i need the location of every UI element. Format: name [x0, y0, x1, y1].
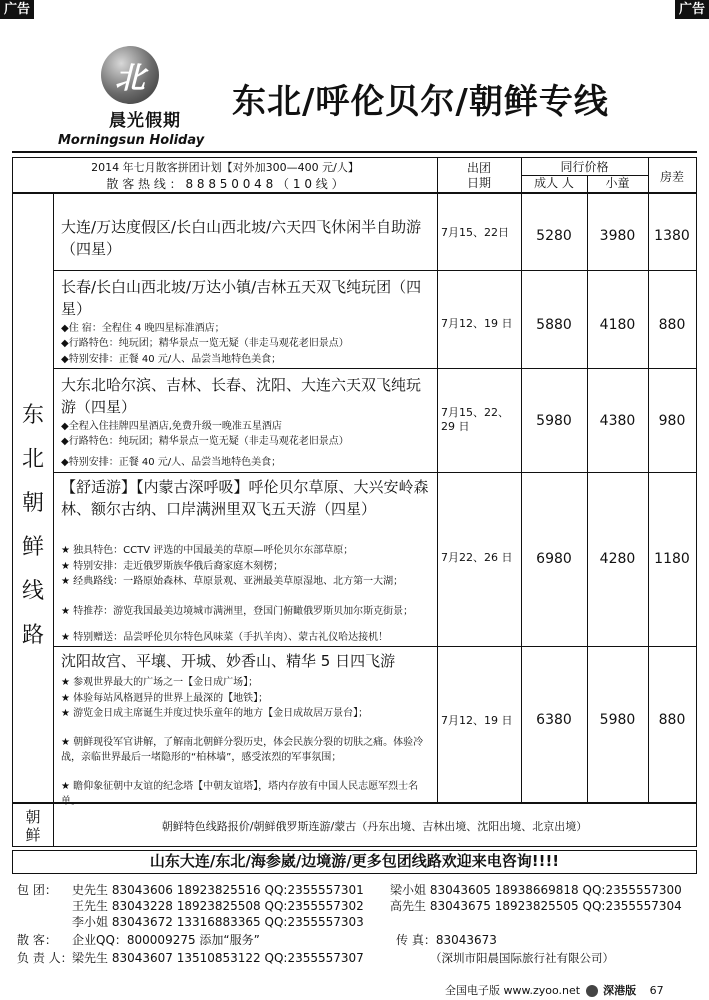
side-label-char: 朝	[21, 491, 44, 516]
adult-price: 5280	[536, 228, 572, 244]
adult-divider	[521, 158, 522, 802]
guest-label: 散 客：	[17, 933, 57, 947]
adult-price: 6980	[536, 551, 572, 567]
consult-banner: 山东大连/东北/海参崴/边境游/更多包团线路欢迎来电咨询!!!!	[12, 850, 697, 874]
brand-logo-icon	[101, 46, 159, 104]
child-price: 4280	[599, 551, 636, 567]
korea-note: 朝鲜特色线路报价/朝鲜俄罗斯连游/蒙古（丹东出境、吉林出境、沈阳出境、北京出境）	[161, 820, 588, 833]
route-date: 7月12、19 日	[441, 317, 513, 330]
route-detail: ★ 朝鲜现役军官讲解，了解南北朝鲜分裂历史，体会民族分裂的切肤之痛。体验冷战，亲临世界最后一堵隐形的“柏林墙”，感受浓烈的军事氛围；	[61, 737, 424, 763]
room-diff-price: 880	[658, 712, 686, 728]
korea-label	[13, 808, 53, 844]
child-header: 小童	[605, 176, 630, 190]
side-label-char: 东	[21, 403, 44, 428]
price-subdivider	[521, 175, 648, 176]
route-detail: ◆住 宿：全程住 4 晚四星标准酒店；	[61, 323, 225, 334]
fax-contact: 传 真：83043673	[396, 933, 497, 947]
route-detail: ★ 特推荐：游览我国最美边境城市满洲里，登国门俯瞰俄罗斯贝加尔斯克街景；	[61, 606, 414, 617]
route-detail: ◆特别安排：正餐 40 元/人、品尝当地特色美食；	[61, 354, 282, 365]
contact-entry: 梁小姐 83043605 18938669818 QQ:2355557300	[390, 883, 682, 897]
side-label-char: 路	[21, 623, 44, 648]
contact-entry: 李小姐 83043672 13316883365 QQ:2355557303	[72, 915, 364, 929]
page-headline: 东北/呼伦贝尔/朝鲜专线	[232, 82, 609, 122]
route-detail: ★ 参观世界最大的广场之一【金日成广场】；	[61, 677, 259, 688]
peer-price-header: 同行价格	[560, 160, 609, 174]
route-detail: ◆行路特色：纯玩团；精华景点一览无疑（非走马观花老旧景点）	[61, 338, 349, 349]
date-header-1: 出团	[466, 161, 491, 175]
route-detail: ★ 独具特色：CCTV 评选的中国最美的草原—呼伦贝尔东部草原；	[61, 545, 354, 556]
route-title: 大连/万达度假区/长白山西北坡/六天四飞休闲半自助游（四星）	[61, 218, 422, 258]
adult-price: 5880	[536, 317, 572, 333]
route-date: 7月12、19 日	[441, 714, 513, 727]
side-label-char: 线	[21, 579, 44, 604]
route-title: 沈阳故宫、平壤、开城、妙香山、精华 5 日四飞游	[61, 652, 396, 670]
contact-entry: 高先生 83043675 18923825505 QQ:2355557304	[390, 899, 682, 913]
contact-entry: 王先生 83043228 18923825508 QQ:2355557302	[72, 899, 364, 913]
group-label: 包 团：	[17, 883, 57, 897]
child-price: 5980	[599, 712, 636, 728]
route-detail: ◆行路特色：纯玩团；精华景点一览无疑（非走马观花老旧景点）	[61, 436, 349, 447]
room-diff-price: 1180	[654, 551, 690, 567]
header-rule	[12, 151, 697, 153]
page-number: 67	[649, 984, 664, 997]
korea-label-char: 朝	[25, 808, 41, 826]
child-price: 4180	[599, 317, 636, 333]
company-name: （深圳市阳晨国际旅行社有限公司）	[430, 951, 614, 965]
owner-label: 负 责 人：	[17, 951, 73, 965]
route-detail: ★ 特别赠送：品尝呼伦贝尔特色风味菜（手扒羊肉）、蒙古礼仪哈达接机！	[61, 632, 389, 643]
row-divider	[53, 270, 696, 271]
route-detail: ★ 瞻仰象征朝中友谊的纪念塔【中朝友谊塔】，塔内存放有中国人民志愿军烈士名单。	[61, 781, 419, 807]
owner-contact: 梁先生 83043607 13510853122 QQ:2355557307	[72, 951, 364, 965]
route-detail: ◆特别安排：正餐 40 元/人、品尝当地特色美食；	[61, 457, 282, 468]
child-price: 3980	[599, 228, 636, 244]
route-detail: ★ 游览金日成主席诞生并度过快乐童年的地方【金日成故居万景台】；	[61, 708, 369, 719]
route-title: 长春/长白山西北坡/万达小镇/吉林五天双飞纯玩团（四星）	[61, 278, 422, 318]
route-detail: ★ 特别安排：走近俄罗斯族华俄后裔家庭木刻楞；	[61, 561, 284, 572]
adult-price: 5980	[536, 413, 572, 429]
footer-badge-icon	[586, 985, 598, 997]
route-detail: ★ 体验每站风格迥异的世界上最深的【地铁】；	[61, 693, 269, 704]
date-header-2: 日期	[466, 176, 491, 190]
route-date: 7月15、22日	[441, 226, 509, 239]
route-detail: ★ 经典路线：一路原始森林、草原景观、亚洲最美草原湿地、北方第一大湖；	[61, 576, 404, 587]
page-footer	[445, 982, 664, 998]
hotline-text: 散 客 热 线 ： 8 8 8 5 0 0 4 8 （ 1 0 线 ）	[106, 177, 344, 191]
header-divider	[13, 192, 696, 194]
adult-header: 成人 人	[534, 176, 574, 190]
room-divider	[648, 158, 649, 802]
child-price: 4380	[599, 413, 636, 429]
route-table	[12, 157, 697, 847]
row-divider	[53, 472, 696, 473]
side-label-char: 北	[21, 447, 44, 472]
footer-text: 全国电子版 www.zyoo.net	[445, 984, 581, 997]
brand-name-cn: 晨光假期	[109, 111, 181, 131]
date-divider	[437, 158, 438, 802]
room-diff-price: 980	[658, 413, 686, 429]
brand-name-en: Morningsun Holiday	[58, 133, 205, 148]
room-diff-price: 1380	[654, 228, 690, 244]
route-title: 【舒适游】【内蒙古深呼吸】呼伦贝尔草原、大兴安岭森林、额尔古纳、口岸满洲里双飞五天游（四星）	[61, 478, 429, 518]
contact-entry: 史先生 83043606 18923825516 QQ:2355557301	[72, 883, 364, 897]
row-divider	[53, 368, 696, 369]
logo-glyph: 北	[115, 61, 145, 96]
room-diff-price: 880	[658, 317, 686, 333]
route-date: 7月15、22、29 日	[441, 406, 509, 433]
ad-tag-right: 广告	[675, 0, 709, 19]
korea-label-char: 鲜	[25, 826, 41, 844]
row-divider	[53, 646, 696, 647]
footer-badge: 深港版	[603, 984, 637, 997]
guest-contact: 企业QQ：800009275 添加“服务”	[72, 933, 260, 947]
side-label-char: 鲜	[21, 535, 44, 560]
side-divider	[53, 194, 54, 802]
route-detail: ◆全程入住挂牌四星酒店,免费升级一晚准五星酒店	[61, 421, 282, 432]
plan-text: 2014 年七月散客拼团计划【对外加300—400 元/人】	[91, 161, 359, 174]
adult-price: 6380	[536, 712, 572, 728]
route-date: 7月22、26 日	[441, 551, 513, 564]
route-title: 大东北哈尔滨、吉林、长春、沈阳、大连六天双飞纯玩游（四星）	[61, 376, 422, 416]
ad-tag-left: 广告	[0, 0, 34, 19]
room-diff-header: 房差	[659, 170, 684, 184]
